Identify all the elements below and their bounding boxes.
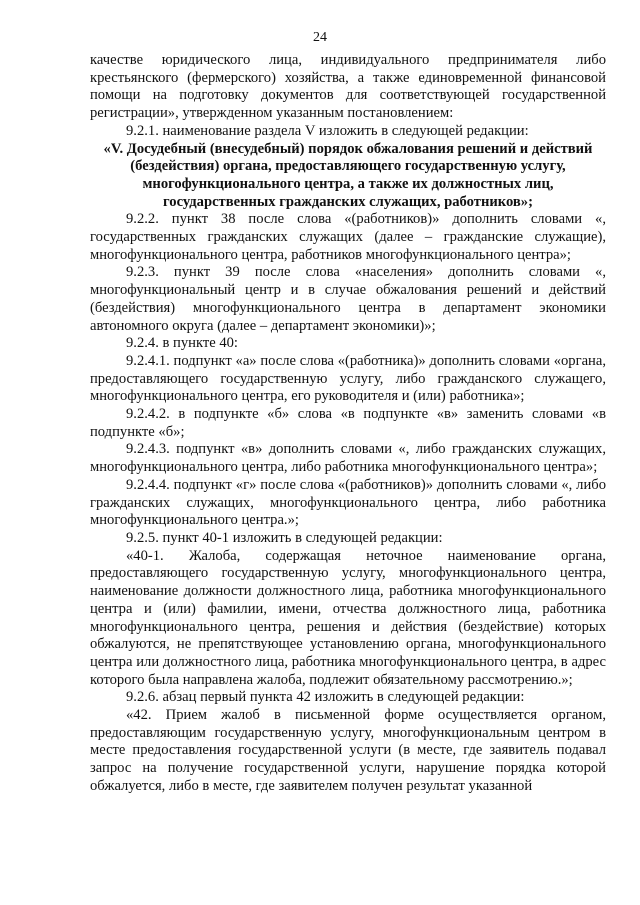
paragraph-42-text: «42. Прием жалоб в письменной форме осуществляется органом, предоставляющим государственную услугу, многофункциональным центром в месте предоставления государственной услуги (в месте, где заявитель подавал запрос на получение государственной услуги, нарушение порядка которой обжалуется, либо в месте, где заявителем получен результат указанной xyxy=(90,707,606,794)
section-v-heading: «V. Досудебный (внесудебный) порядок обжалования решений и действий (бездействия) органа, предоставляющего государственную услугу, многофункционального центра, а также их должностных лиц, государственных гражданских служащих, работников»; xyxy=(103,140,593,210)
paragraph-9-2-4-2: 9.2.4.2. в подпункте «б» слова «в подпункте «в» заменить словами «в подпункте «б»; xyxy=(90,406,606,440)
paragraph-9-2-1: 9.2.1. наименование раздела V изложить в следующей редакции: xyxy=(126,122,529,139)
paragraph-9-2-5: 9.2.5. пункт 40-1 изложить в следующей редакции: xyxy=(126,529,443,546)
paragraph-intro-continuation: качестве юридического лица, индивидуального предпринимателя либо крестьянского (фермерского) хозяйства, а также единовременной финансовой помощи на подготовку документов для соответствующей государственной регистрации», утвержденном указанным постановлением: xyxy=(90,52,606,122)
paragraph-9-2-6: 9.2.6. абзац первый пункта 42 изложить в следующей редакции: xyxy=(126,689,525,706)
paragraph-9-2-4-3: 9.2.4.3. подпункт «в» дополнить словами «, либо гражданских служащих, многофункционального центра, либо работника многофункционального центра»; xyxy=(90,441,606,476)
paragraph-40-1-text: «40-1. Жалоба, содержащая неточное наименование органа, предоставляющего государственную услугу, многофункционального центра, наименование должности должностного лица, работника многофункционального центра и (или) фамилии, имени, отчества должностного лица, работника многофункционального центра, решения и действия (бездействие) которых обжалуются, не препятствующее установлению органа, многофункционального центра или должностного лица, работника многофункционального центра, в адрес которого была направлена жалоба, подлежит обязательному рассмотрению.»; xyxy=(90,547,606,688)
paragraph-9-2-4-1: 9.2.4.1. подпункт «а» после слова «(работника)» дополнить словами «органа, предоставляющего государственную услугу, либо гражданского служащего, многофункционального центра, его руководителя и (или) работника»; xyxy=(90,352,606,405)
paragraph-9-2-3: 9.2.3. пункт 39 после слова «населения» дополнить словами «, многофункциональный центр и в случае обжалования решений и действий (бездействия) многофункционального центра в департамент экономики автономного округа (далее – департамент экономики)»; xyxy=(90,264,606,334)
page-number: 24 xyxy=(313,30,327,45)
document-body xyxy=(90,52,606,796)
paragraph-9-2-2: 9.2.2. пункт 38 после слова «(работников)» дополнить словами «, государственных гражданских служащих (далее – гражданские служащие), многофункционального центра, работников многофункционального центра»; xyxy=(90,211,606,263)
paragraph-9-2-4: 9.2.4. в пункте 40: xyxy=(126,335,238,352)
paragraph-9-2-4-4: 9.2.4.4. подпункт «г» после слова «(работников)» дополнить словами «, либо гражданских служащих, многофункционального центра, либо работника многофункционального центра.»; xyxy=(90,476,606,529)
